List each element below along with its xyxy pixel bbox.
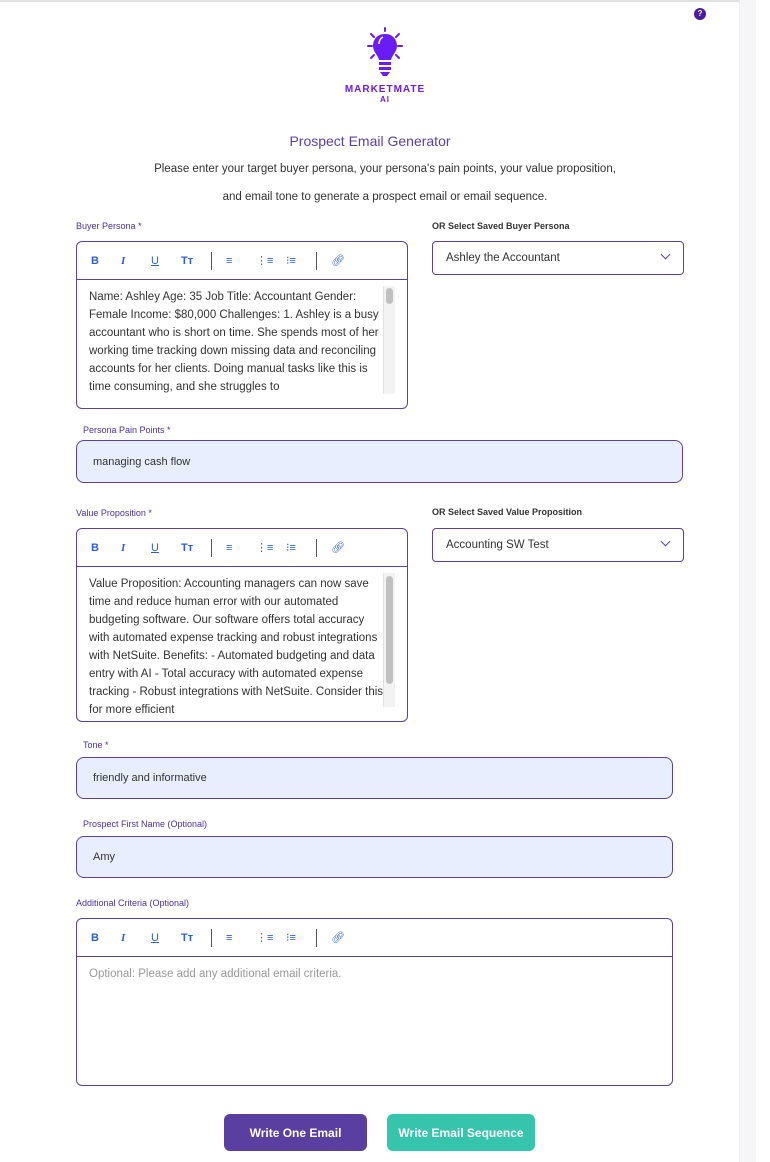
align-left-icon[interactable]: ≡ xyxy=(226,541,233,554)
prospect-name-input[interactable] xyxy=(76,836,673,878)
toolbar-divider xyxy=(316,929,317,947)
brand-name: MARKETMATE xyxy=(344,84,426,95)
page-description xyxy=(0,155,770,211)
ordered-list-icon[interactable]: ⋮≡ xyxy=(256,542,274,554)
ordered-list-icon[interactable]: ⋮≡ xyxy=(256,932,274,944)
buyer-persona-label: Buyer Persona * xyxy=(76,221,142,231)
scrollbar-thumb[interactable] xyxy=(386,288,393,304)
toolbar-divider xyxy=(316,252,317,270)
brand-suffix: AI xyxy=(380,95,390,104)
value-prop-text[interactable] xyxy=(77,567,407,716)
description-line-2: and email tone to generate a prospect email or email sequence. xyxy=(222,191,548,203)
value-prop-editor[interactable] xyxy=(76,528,408,722)
toolbar-divider xyxy=(211,252,212,270)
scrollbar-thumb[interactable] xyxy=(386,576,393,684)
toolbar-divider xyxy=(211,929,212,947)
underline-button[interactable]: U xyxy=(151,541,159,554)
saved-value-prop-value: Accounting SW Test xyxy=(446,539,549,551)
editor-toolbar xyxy=(77,919,672,957)
toolbar-divider xyxy=(316,539,317,557)
saved-persona-label: OR Select Saved Buyer Persona xyxy=(432,221,570,231)
italic-button[interactable]: I xyxy=(121,931,126,944)
underline-button[interactable]: U xyxy=(151,931,159,944)
lightbulb-icon xyxy=(360,26,410,82)
bullet-list-icon[interactable]: ⁝≡ xyxy=(286,542,296,554)
bold-button[interactable]: B xyxy=(91,541,99,554)
pain-points-label: Persona Pain Points * xyxy=(83,425,171,435)
scrollbar[interactable] xyxy=(383,573,395,707)
align-left-icon[interactable]: ≡ xyxy=(226,254,233,267)
saved-persona-select[interactable] xyxy=(432,241,684,275)
editor-toolbar xyxy=(77,529,407,567)
additional-criteria-editor[interactable] xyxy=(76,918,673,1086)
bold-button[interactable]: B xyxy=(91,931,99,944)
pain-points-value: managing cash flow xyxy=(93,455,191,468)
bullet-list-icon[interactable]: ⁝≡ xyxy=(286,255,296,267)
saved-value-prop-label: OR Select Saved Value Proposition xyxy=(432,507,583,517)
page-title: Prospect Email Generator xyxy=(289,133,451,149)
link-icon[interactable]: 🔗︎ xyxy=(331,542,345,554)
align-left-icon[interactable]: ≡ xyxy=(226,931,233,944)
value-prop-label: Value Proposition * xyxy=(76,508,152,518)
buyer-persona-text[interactable] xyxy=(77,280,407,396)
write-one-email-button[interactable]: Write One Email xyxy=(224,1114,367,1151)
pain-points-input[interactable] xyxy=(76,440,683,483)
tone-input[interactable] xyxy=(76,757,673,799)
chevron-down-icon xyxy=(661,250,671,260)
top-border xyxy=(0,0,756,2)
tone-value: friendly and informative xyxy=(93,772,207,784)
bold-button[interactable]: B xyxy=(91,254,99,267)
description-line-1: Please enter your target buyer persona, your persona's pain points, your value proposition, xyxy=(154,163,616,175)
text-size-button[interactable]: Tт xyxy=(181,254,194,267)
ordered-list-icon[interactable]: ⋮≡ xyxy=(256,255,274,267)
toolbar-divider xyxy=(211,539,212,557)
bullet-list-icon[interactable]: ⁝≡ xyxy=(286,932,296,944)
additional-criteria-input[interactable]: Optional: Please add any additional email criteria. xyxy=(89,968,342,980)
help-icon[interactable]: ? xyxy=(694,8,706,20)
underline-button[interactable]: U xyxy=(151,254,159,267)
italic-button[interactable]: I xyxy=(121,541,126,554)
value-prop-value: Value Proposition: Accounting managers can now save time and reduce human error with our automated budgeting software. Our software offers total accuracy with automated expense tracking and robust integrations with NetSuite. Benefits: - Automated budgeting and data entry with AI - Total accuracy with automated expense tracking - Robust integrations with NetSuite. Consider this for more efficient xyxy=(89,578,384,716)
link-icon[interactable]: 🔗︎ xyxy=(331,255,345,267)
saved-value-prop-select[interactable] xyxy=(432,528,684,562)
tone-label: Tone * xyxy=(83,740,109,750)
marketmate-logo xyxy=(340,26,430,104)
prospect-name-value: Amy xyxy=(93,851,115,863)
text-size-button[interactable]: Tт xyxy=(181,541,194,554)
buyer-persona-editor[interactable] xyxy=(76,241,408,409)
saved-persona-value: Ashley the Accountant xyxy=(446,252,560,264)
write-email-sequence-button[interactable]: Write Email Sequence xyxy=(387,1114,535,1151)
prospect-name-label: Prospect First Name (Optional) xyxy=(83,819,208,829)
text-size-button[interactable]: Tт xyxy=(181,931,194,944)
chevron-down-icon xyxy=(661,537,671,547)
additional-criteria-label: Additional Criteria (Optional) xyxy=(76,898,190,908)
buyer-persona-value: Name: Ashley Age: 35 Job Title: Accountant Gender: Female Income: $80,000 Challenges: 1. Ashley is a busy accountant who is short on time. She spends most of her working time tracking down missing data and reconciling accounts for her clients. Doing manual tasks like this is time consuming, and she struggles to xyxy=(89,291,379,393)
link-icon[interactable]: 🔗︎ xyxy=(331,932,345,944)
scrollbar[interactable] xyxy=(383,286,395,394)
editor-toolbar xyxy=(77,242,407,280)
italic-button[interactable]: I xyxy=(121,254,126,267)
